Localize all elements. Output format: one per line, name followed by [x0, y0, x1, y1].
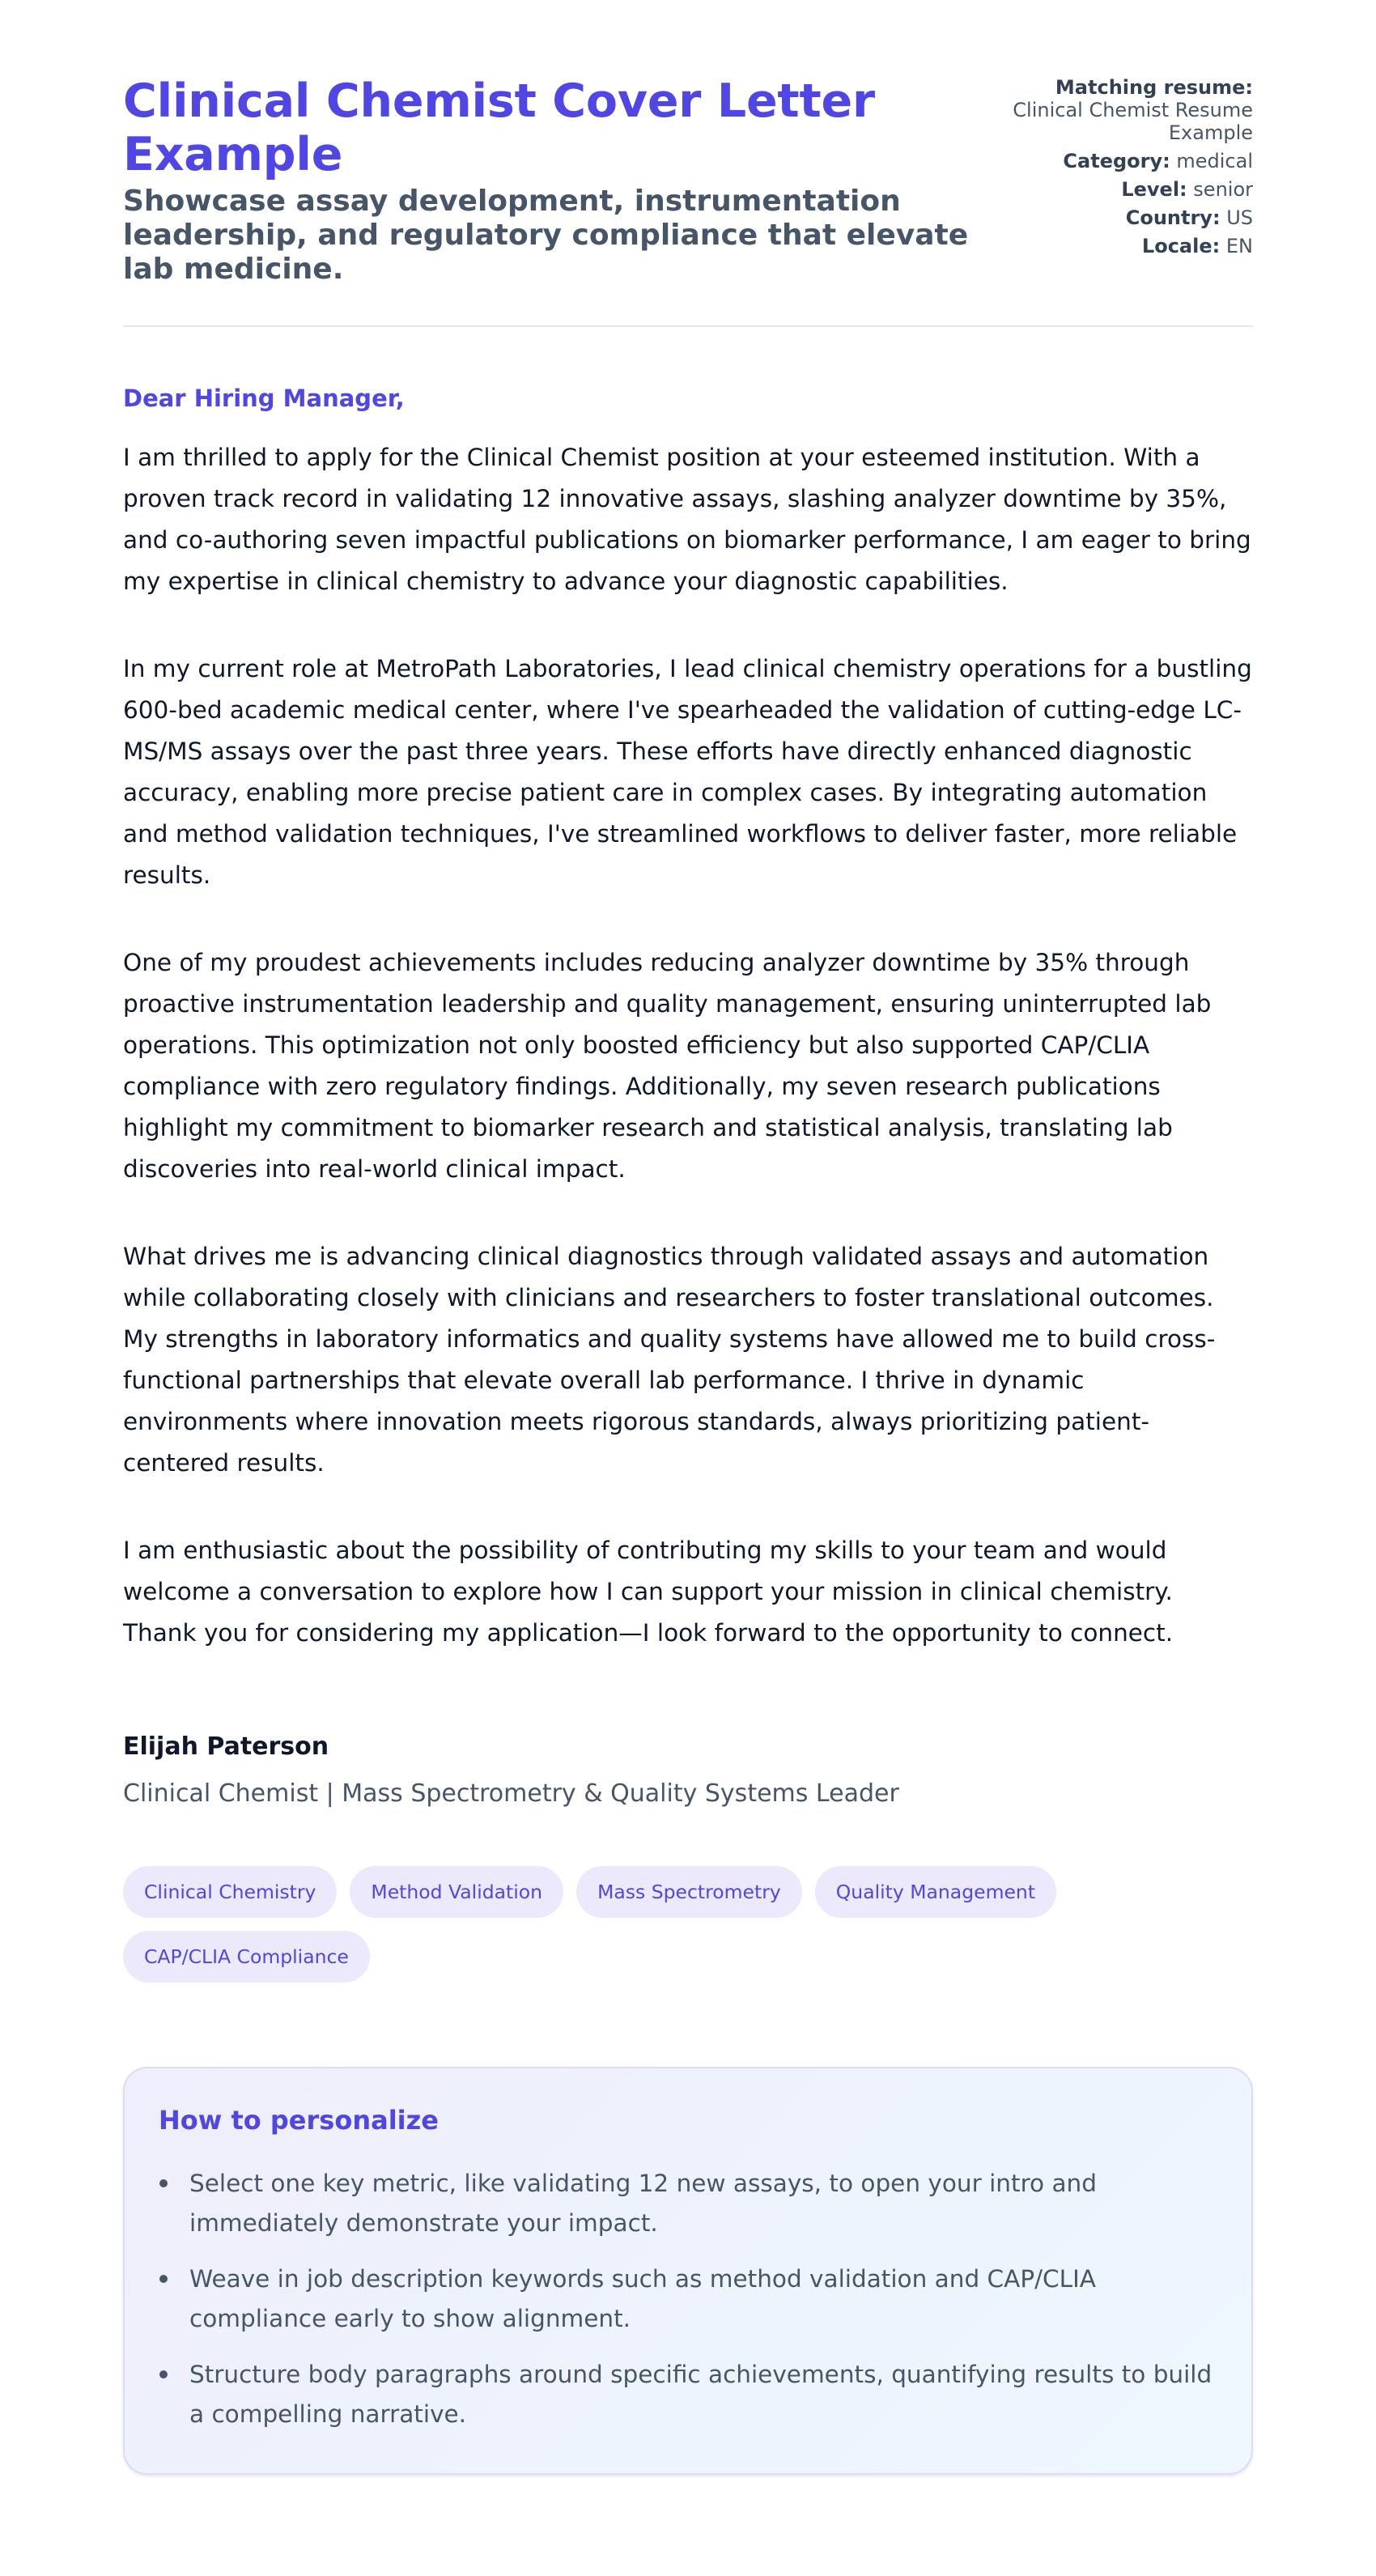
page-header [123, 74, 1253, 327]
letter-body [123, 384, 1253, 1654]
letter-paragraph: I am thrilled to apply for the Clinical Chemist position at your esteemed institution. With a proven track record in validating 12 innovative assays, slashing analyzer downtime by 35%, and co-authoring seven impactful publications on biomarker performance, I am eager to bring my expertise in clinical chemistry to advance your diagnostic capabilities. [123, 444, 1251, 595]
skills-list [123, 1866, 1143, 1983]
page-title: Clinical Chemist Cover Letter Example [123, 74, 875, 181]
letter-paragraph: In my current role at MetroPath Laboratories, I lead clinical chemistry operations for a bustling 600-bed academic medical center, where I've spearheaded the validation of cutting-edge LC-MS/MS assays over the past three years. These efforts have directly enhanced diagnostic accuracy, enabling more precise patient care in complex cases. By integrating automation and method validation techniques, I've streamlined workflows to deliver faster, more reliable results. [123, 655, 1252, 889]
signature-block [123, 1732, 1253, 1809]
meta-locale-value: EN [1225, 235, 1253, 257]
meta-matching-resume-label: Matching resume: [1055, 76, 1253, 99]
skill-chip: Mass Spectrometry [576, 1866, 802, 1918]
letter-paragraph: What drives me is advancing clinical diagnostics through validated assays and automation while collaborating closely with clinicians and researchers to foster translational outcomes. My strengths in laboratory informatics and quality systems have allowed me to build cross-functional partnerships that elevate overall lab performance. I thrive in dynamic environments where innovation meets rigorous standards, always prioritizing patient-centered results. [123, 1243, 1216, 1477]
letter-paragraphs [123, 437, 1253, 1654]
cover-letter-page [123, 0, 1253, 2475]
page-subtitle: Showcase assay development, instrumentation leadership, and regulatory compliance that elevate lab medicine. [123, 185, 969, 286]
signature-name: Elijah Paterson [123, 1732, 329, 1761]
letter-paragraph: I am enthusiastic about the possibility of contributing my skills to your team and would welcome a conversation to explore how I can support your mission in clinical chemistry. Thank you for considering my application—I look forward to the opportunity to connect. [123, 1537, 1174, 1647]
meta-panel [994, 74, 1253, 263]
meta-level [994, 178, 1253, 201]
skill-chip: Method Validation [350, 1866, 563, 1918]
personalize-tips-card [123, 2067, 1253, 2475]
tip-item [189, 2164, 1217, 2243]
bullet-icon [159, 2370, 168, 2378]
tip-text: Weave in job description keywords such as method validation and CAP/CLIA compliance early to show alignment. [189, 2265, 1096, 2332]
skill-chip: Quality Management [815, 1866, 1056, 1918]
tip-text: Structure body paragraphs around specific achievements, quantifying results to build a compelling narrative. [189, 2361, 1212, 2428]
meta-country [994, 206, 1253, 229]
matching-resume-link[interactable]: Clinical Chemist Resume Example [1013, 99, 1253, 144]
bullet-icon [159, 2179, 168, 2187]
tips-title: How to personalize [159, 2105, 439, 2136]
salutation: Dear Hiring Manager, [123, 385, 405, 412]
meta-level-label: Level: [1121, 178, 1187, 201]
meta-locale-label: Locale: [1141, 235, 1221, 257]
meta-matching-resume [994, 76, 1253, 144]
meta-category [994, 150, 1253, 172]
meta-category-label: Category: [1063, 150, 1170, 172]
tip-text: Select one key metric, like validating 12 new assays, to open your intro and immediately demonstrate your impact. [189, 2170, 1097, 2237]
letter-paragraph: One of my proudest achievements includes reducing analyzer downtime by 35% through proactive instrumentation leadership and quality management, ensuring uninterrupted lab operations. This optimization not only boosted efficiency but also supported CAP/CLIA compliance with zero regulatory findings. Additionally, my seven research publications highlight my commitment to biomarker research and statistical analysis, translating lab discoveries into real-world clinical impact. [123, 949, 1212, 1183]
meta-locale [994, 235, 1253, 257]
tips-list [159, 2164, 1217, 2434]
skill-chip: Clinical Chemistry [123, 1866, 337, 1918]
skill-chip: CAP/CLIA Compliance [123, 1931, 370, 1983]
tip-item [189, 2355, 1217, 2434]
meta-level-value: senior [1193, 178, 1253, 201]
meta-country-label: Country: [1125, 206, 1221, 229]
meta-category-value: medical [1176, 150, 1253, 172]
signature-title: Clinical Chemist | Mass Spectrometry & Quality Systems Leader [123, 1779, 899, 1808]
header-titles [123, 74, 981, 287]
meta-country-value: US [1226, 206, 1253, 229]
tip-item [189, 2259, 1217, 2339]
bullet-icon [159, 2275, 168, 2283]
